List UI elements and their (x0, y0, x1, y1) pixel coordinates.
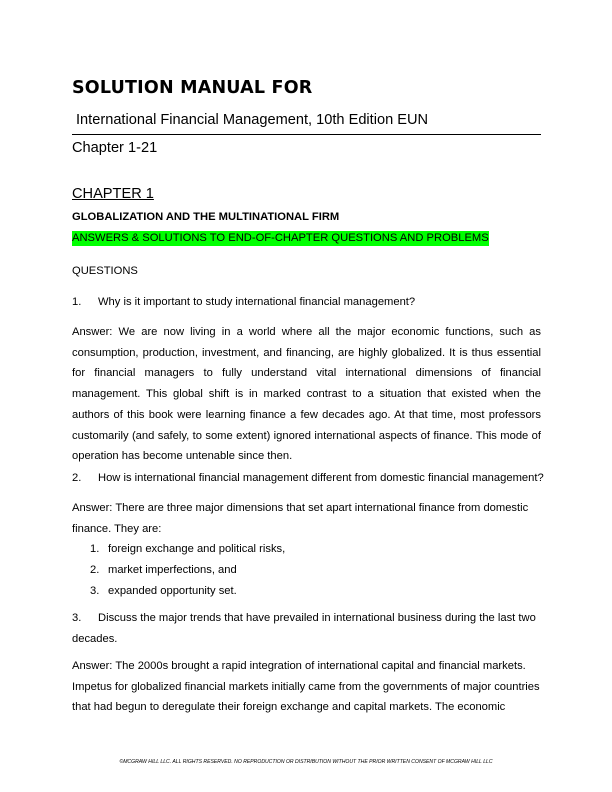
copyright-footer: ©MCGRAW HILL LLC. ALL RIGHTS RESERVED. NO REPRODUCTION OR DISTRIBUTION WITHOUT THE PRIOR WRITTEN CONSENT OF MCGRAW HILL LLC (119, 759, 493, 765)
question-1 (72, 295, 541, 309)
chapter-heading: CHAPTER 1 (72, 186, 154, 202)
question-3 (72, 608, 541, 649)
question-number: 1. (72, 296, 82, 308)
document-title: SOLUTION MANUAL FOR (72, 78, 313, 98)
question-number: 2. (72, 472, 82, 484)
question-text (72, 295, 541, 309)
chapter-range: Chapter 1-21 (72, 140, 158, 156)
list-number: 2. (90, 564, 100, 577)
list-item (72, 539, 541, 560)
list-text: market imperfections, and (108, 564, 237, 577)
list-item (72, 560, 541, 581)
highlighted-heading: ANSWERS & SOLUTIONS TO END-OF-CHAPTER QUESTIONS AND PROBLEMS (72, 232, 489, 244)
question-text-continued: decades. (72, 632, 118, 645)
dimensions-list (72, 539, 541, 601)
answer-intro: finance. They are: (72, 522, 162, 535)
answer-1 (72, 322, 541, 467)
question-number: 3. (72, 612, 82, 624)
header-rule (72, 134, 541, 135)
question-label: Why is it important to study international financial management? (98, 296, 416, 308)
list-text: expanded opportunity set. (108, 584, 237, 597)
answer-line: Answer: The 2000s brought a rapid integration of international capital and financial markets. (72, 660, 526, 672)
answer-paragraph: Answer: We are now living in a world where all the major economic functions, such as consumption, production, investment, and financing, are highly globalized. It is thus essential for financial managers to fully understand vital international dimensions of financial management. This global shift is in marked contrast to a situation that existed when the authors of this book were learning finance a few decades ago. At that time, most professors customarily (and safely, to some extent) ignored international aspects of finance. This mode of operation has become untenable since then. (72, 326, 541, 463)
question-text (72, 471, 544, 485)
answer-3 (72, 656, 541, 718)
book-subtitle: International Financial Management, 10th Edition EUN (76, 112, 429, 128)
question-label: How is international financial management different from domestic financial management? (98, 472, 544, 484)
list-text: foreign exchange and political risks, (108, 543, 286, 556)
answer-intro: Answer: There are three major dimensions that set apart international finance from domestic (72, 502, 529, 514)
question-label: Discuss the major trends that have prevailed in international business during the last two (98, 612, 536, 624)
answer-line: Impetus for globalized financial markets initially came from the governments of major countries (72, 680, 540, 693)
answer-2 (72, 498, 541, 602)
section-title: GLOBALIZATION AND THE MULTINATIONAL FIRM (72, 211, 340, 223)
list-number: 3. (90, 584, 100, 597)
list-number: 1. (90, 543, 100, 556)
question-text (72, 608, 541, 629)
list-item (72, 581, 541, 602)
answer-line: that had begun to deregulate their foreign exchange and capital markets. The economic (72, 701, 506, 714)
question-2 (72, 471, 544, 485)
questions-label: QUESTIONS (72, 265, 138, 277)
